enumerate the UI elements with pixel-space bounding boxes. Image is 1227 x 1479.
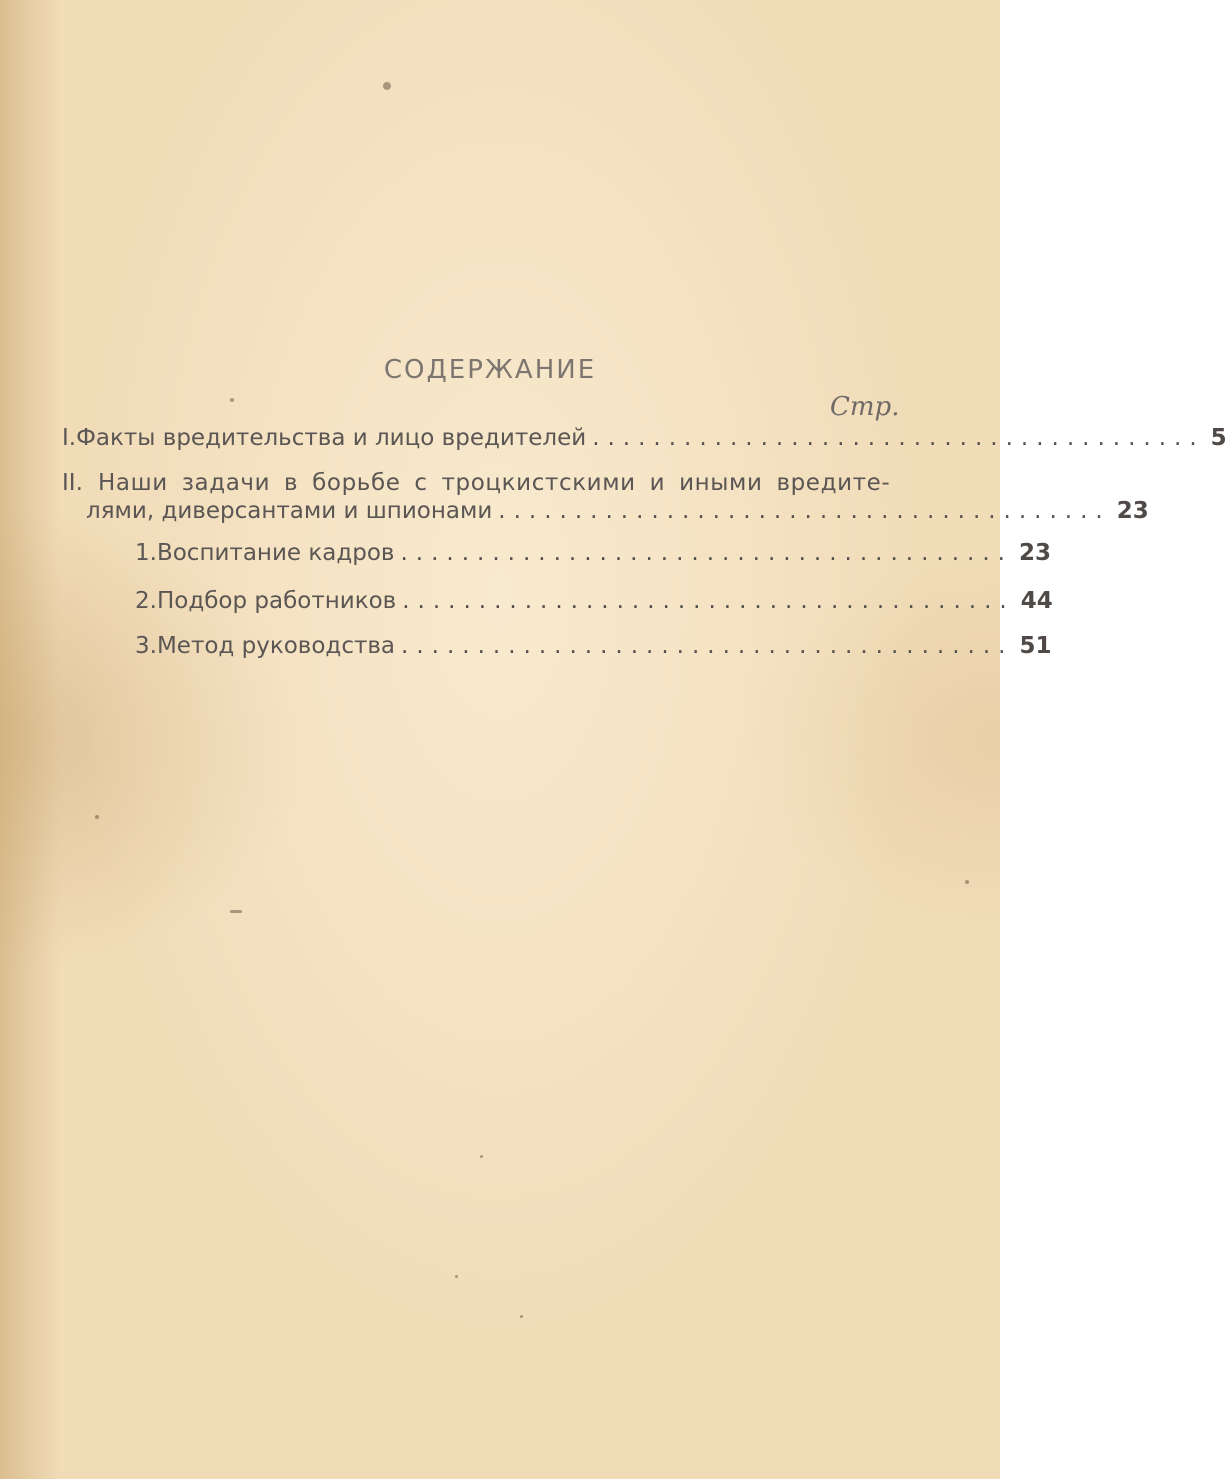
dot-leader: ........................................ xyxy=(402,588,1015,614)
toc-entry-text: лями, диверсантами и шпионами xyxy=(86,498,493,524)
toc-entry xyxy=(62,470,1149,524)
toc-entry-number: 2. xyxy=(135,588,157,614)
paper-speck xyxy=(230,910,242,913)
page-column-label: Стр. xyxy=(830,392,900,422)
paper-speck xyxy=(480,1155,483,1158)
toc-entry-number: 3. xyxy=(135,633,157,659)
toc-entry-text: Метод руководства xyxy=(156,633,396,659)
toc-entry-page: 23 xyxy=(1018,540,1051,566)
toc-entry-page: 23 xyxy=(1116,498,1149,524)
toc-entry-number: 1. xyxy=(135,540,157,566)
toc-entry-page: 51 xyxy=(1019,633,1052,659)
toc-subentry xyxy=(135,633,1052,659)
toc-entry-text: Воспитание кадров xyxy=(156,540,395,566)
toc-entry-text: Факты вредительства и лицо вредителей xyxy=(76,425,587,451)
paper-speck xyxy=(230,398,234,402)
dot-leader: ........................................ xyxy=(498,498,1111,524)
toc-subentry xyxy=(135,588,1053,614)
toc-entry-line xyxy=(62,498,1149,524)
paper-speck xyxy=(965,880,969,884)
toc-entry-number: II. xyxy=(62,470,83,496)
toc-entry-text: Подбор работников xyxy=(156,588,397,614)
toc-entry-page: 5 xyxy=(1210,425,1227,451)
toc-entry-number: I. xyxy=(62,425,77,451)
toc-entry-text: Наши задачи в борьбе с троцкистскими и иными вредите- xyxy=(98,470,891,496)
dot-leader: ........................................ xyxy=(400,540,1013,566)
toc-entry-line xyxy=(62,470,902,496)
toc-entry-page: 44 xyxy=(1020,588,1053,614)
page-title: СОДЕРЖАНИЕ xyxy=(383,355,597,385)
paper-speck xyxy=(383,82,391,90)
page-edge-stain xyxy=(0,0,60,1479)
toc-subentry xyxy=(135,540,1051,566)
paper-speck xyxy=(455,1275,458,1278)
dot-leader: ........................................ xyxy=(592,425,1205,451)
dot-leader: ........................................ xyxy=(401,633,1014,659)
paper-speck xyxy=(520,1315,523,1318)
toc-entry xyxy=(62,425,1227,451)
paper-speck xyxy=(95,815,99,819)
